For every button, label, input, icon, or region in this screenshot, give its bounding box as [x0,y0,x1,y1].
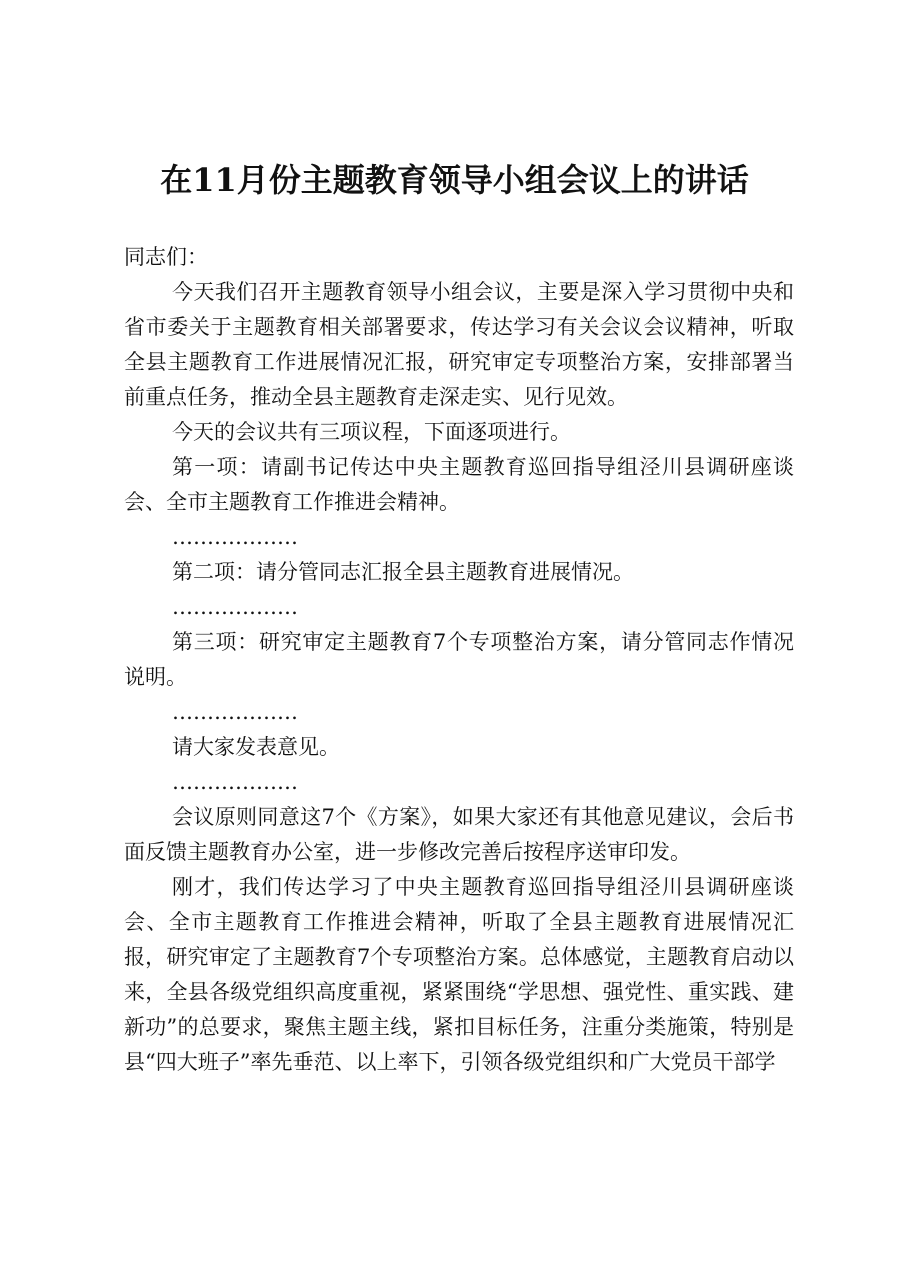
paragraph: 今天的会议共有三项议程，下面逐项进行。 [172,420,571,444]
paragraph: 请大家发表意见。 [172,735,340,759]
agenda-item-3: 第三项：研究审定主题教育7个专项整治方案，请分管同志作情况说明。 [124,630,794,689]
paragraph: 刚才，我们传达学习了中央主题教育巡回指导组泾川县调研座谈会、全市主题教育工作推进会精神，听取了全县主题教育进展情况汇报，研究审定了主题教育7个专项整治方案。总体感觉，主题教育启动以来，全县各级党组织高度重视，紧紧围绕“学思想、强党性、重实践、建新功”的总要求，聚焦主题主线，紧扣目标任务，注重分类施策，特别是县“四大班子”率先垂范、以上率下，引领各级党组织和广大党员干部学 [124,875,794,1074]
ellipsis-line: ……………… [172,700,298,724]
ellipsis-line: ……………… [172,770,298,794]
agenda-item-1: 第一项：请副书记传达中央主题教育巡回指导组泾川县调研座谈会、全市主题教育工作推进会精神。 [124,455,794,514]
salutation: 同志们： [124,245,208,269]
document-body [124,240,794,1080]
paragraph: 会议原则同意这7个《方案》，如果大家还有其他意见建议，会后书面反馈主题教育办公室，进一步修改完善后按程序送审印发。 [124,805,794,864]
paragraph: 今天我们召开主题教育领导小组会议，主要是深入学习贯彻中央和省市委关于主题教育相关部署要求，传达学习有关会议会议精神，听取全县主题教育工作进展情况汇报，研究审定专项整治方案，安排部署当前重点任务，推动全县主题教育走深走实、见行见效。 [124,280,794,409]
agenda-item-2: 第二项：请分管同志汇报全县主题教育进展情况。 [172,560,634,584]
ellipsis-line: ……………… [172,595,298,619]
ellipsis-line: ……………… [172,525,298,549]
document-title: 在11月份主题教育领导小组会议上的讲话 [160,161,749,199]
